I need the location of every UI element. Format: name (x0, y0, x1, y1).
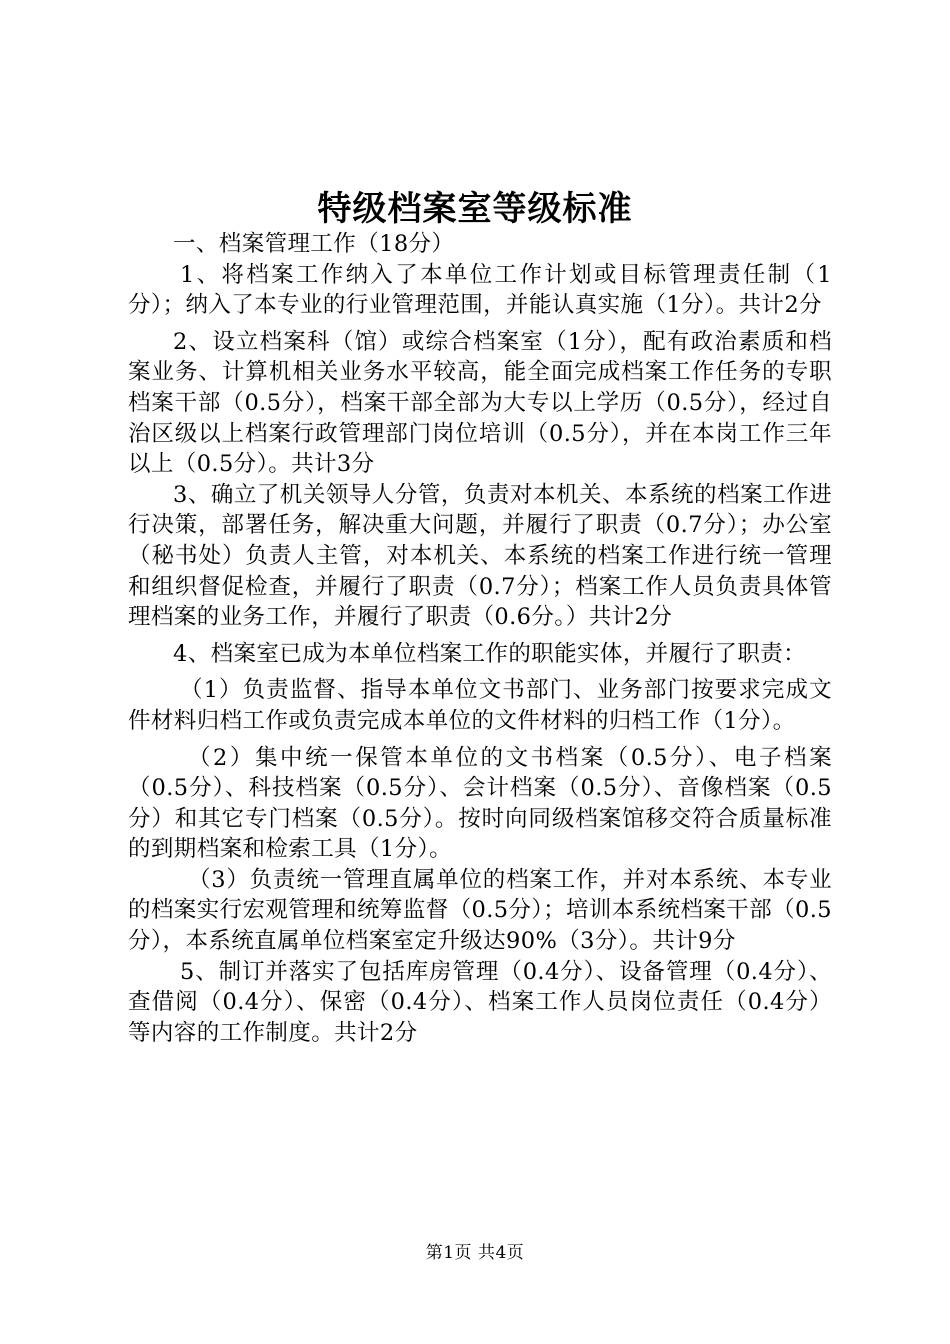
paragraph-item-2: 2、设立档案科（馆）或综合档案室（1分），配有政治素质和档案业务、计算机相关业务水平较高，能全面完成档案工作任务的专职档案干部（0.5分），档案干部全部为大专以上学历（0.5分），经过自治区级以上档案行政管理部门岗位培训（0.5分），并在本岗工作三年以上（0.5分）。共计3分 (128, 328, 832, 478)
document-title: 特级档案室等级标准 (317, 189, 633, 229)
paragraph-item-5: 5、制订并落实了包括库房管理（0.4分）、设备管理（0.4分）、查借阅（0.4分）、保密（0.4分）、档案工作人员岗位责任（0.4分）等内容的工作制度。共计2分 (128, 958, 832, 1046)
section-heading: 一、档案管理工作（18分） (173, 231, 455, 257)
paragraph-subitem-2: （2）集中统一保管本单位的文书档案（0.5分）、电子档案（0.5分）、科技档案（0.5分）、会计档案（0.5分）、音像档案（0.5分）和其它专门档案（0.5分）。按时向同级档案馆移交符合质量标准的到期档案和检索工具（1分）。 (128, 744, 832, 863)
document-body (128, 229, 832, 1048)
paragraph-item-1: 1、将档案工作纳入了本单位工作计划或目标管理责任制（1分）；纳入了本专业的行业管理范围，并能认真实施（1分）。共计2分 (128, 261, 832, 319)
paragraph-item-3: 3、确立了机关领导人分管，负责对本机关、本系统的档案工作进行决策，部署任务，解决重大问题，并履行了职责（0.7分）；办公室（秘书处）负责人主管，对本机关、本系统的档案工作进行统一管理和组织督促检查，并履行了职责（0.7分）；档案工作人员负责具体管理档案的业务工作，并履行了职责（0.6分。）共计2分 (128, 481, 832, 631)
paragraph-item-4: 4、档案室已成为本单位档案工作的职能实体，并履行了职责： (173, 640, 807, 667)
paragraph-subitem-3: （3）负责统一管理直属单位的档案工作，并对本系统、本专业的档案实行宏观管理和统筹监督（0.5分）；培训本系统档案干部（0.5分），本系统直属单位档案室定升级达90%（3分）。共计9分 (128, 866, 832, 955)
page-indicator: 第1页 共4页 (425, 1243, 525, 1263)
paragraph-subitem-1: （1）负责监督、指导本单位文书部门、业务部门按要求完成文件材料归档工作或负责完成本单位的文件材料的归档工作（1分）。 (128, 677, 832, 734)
